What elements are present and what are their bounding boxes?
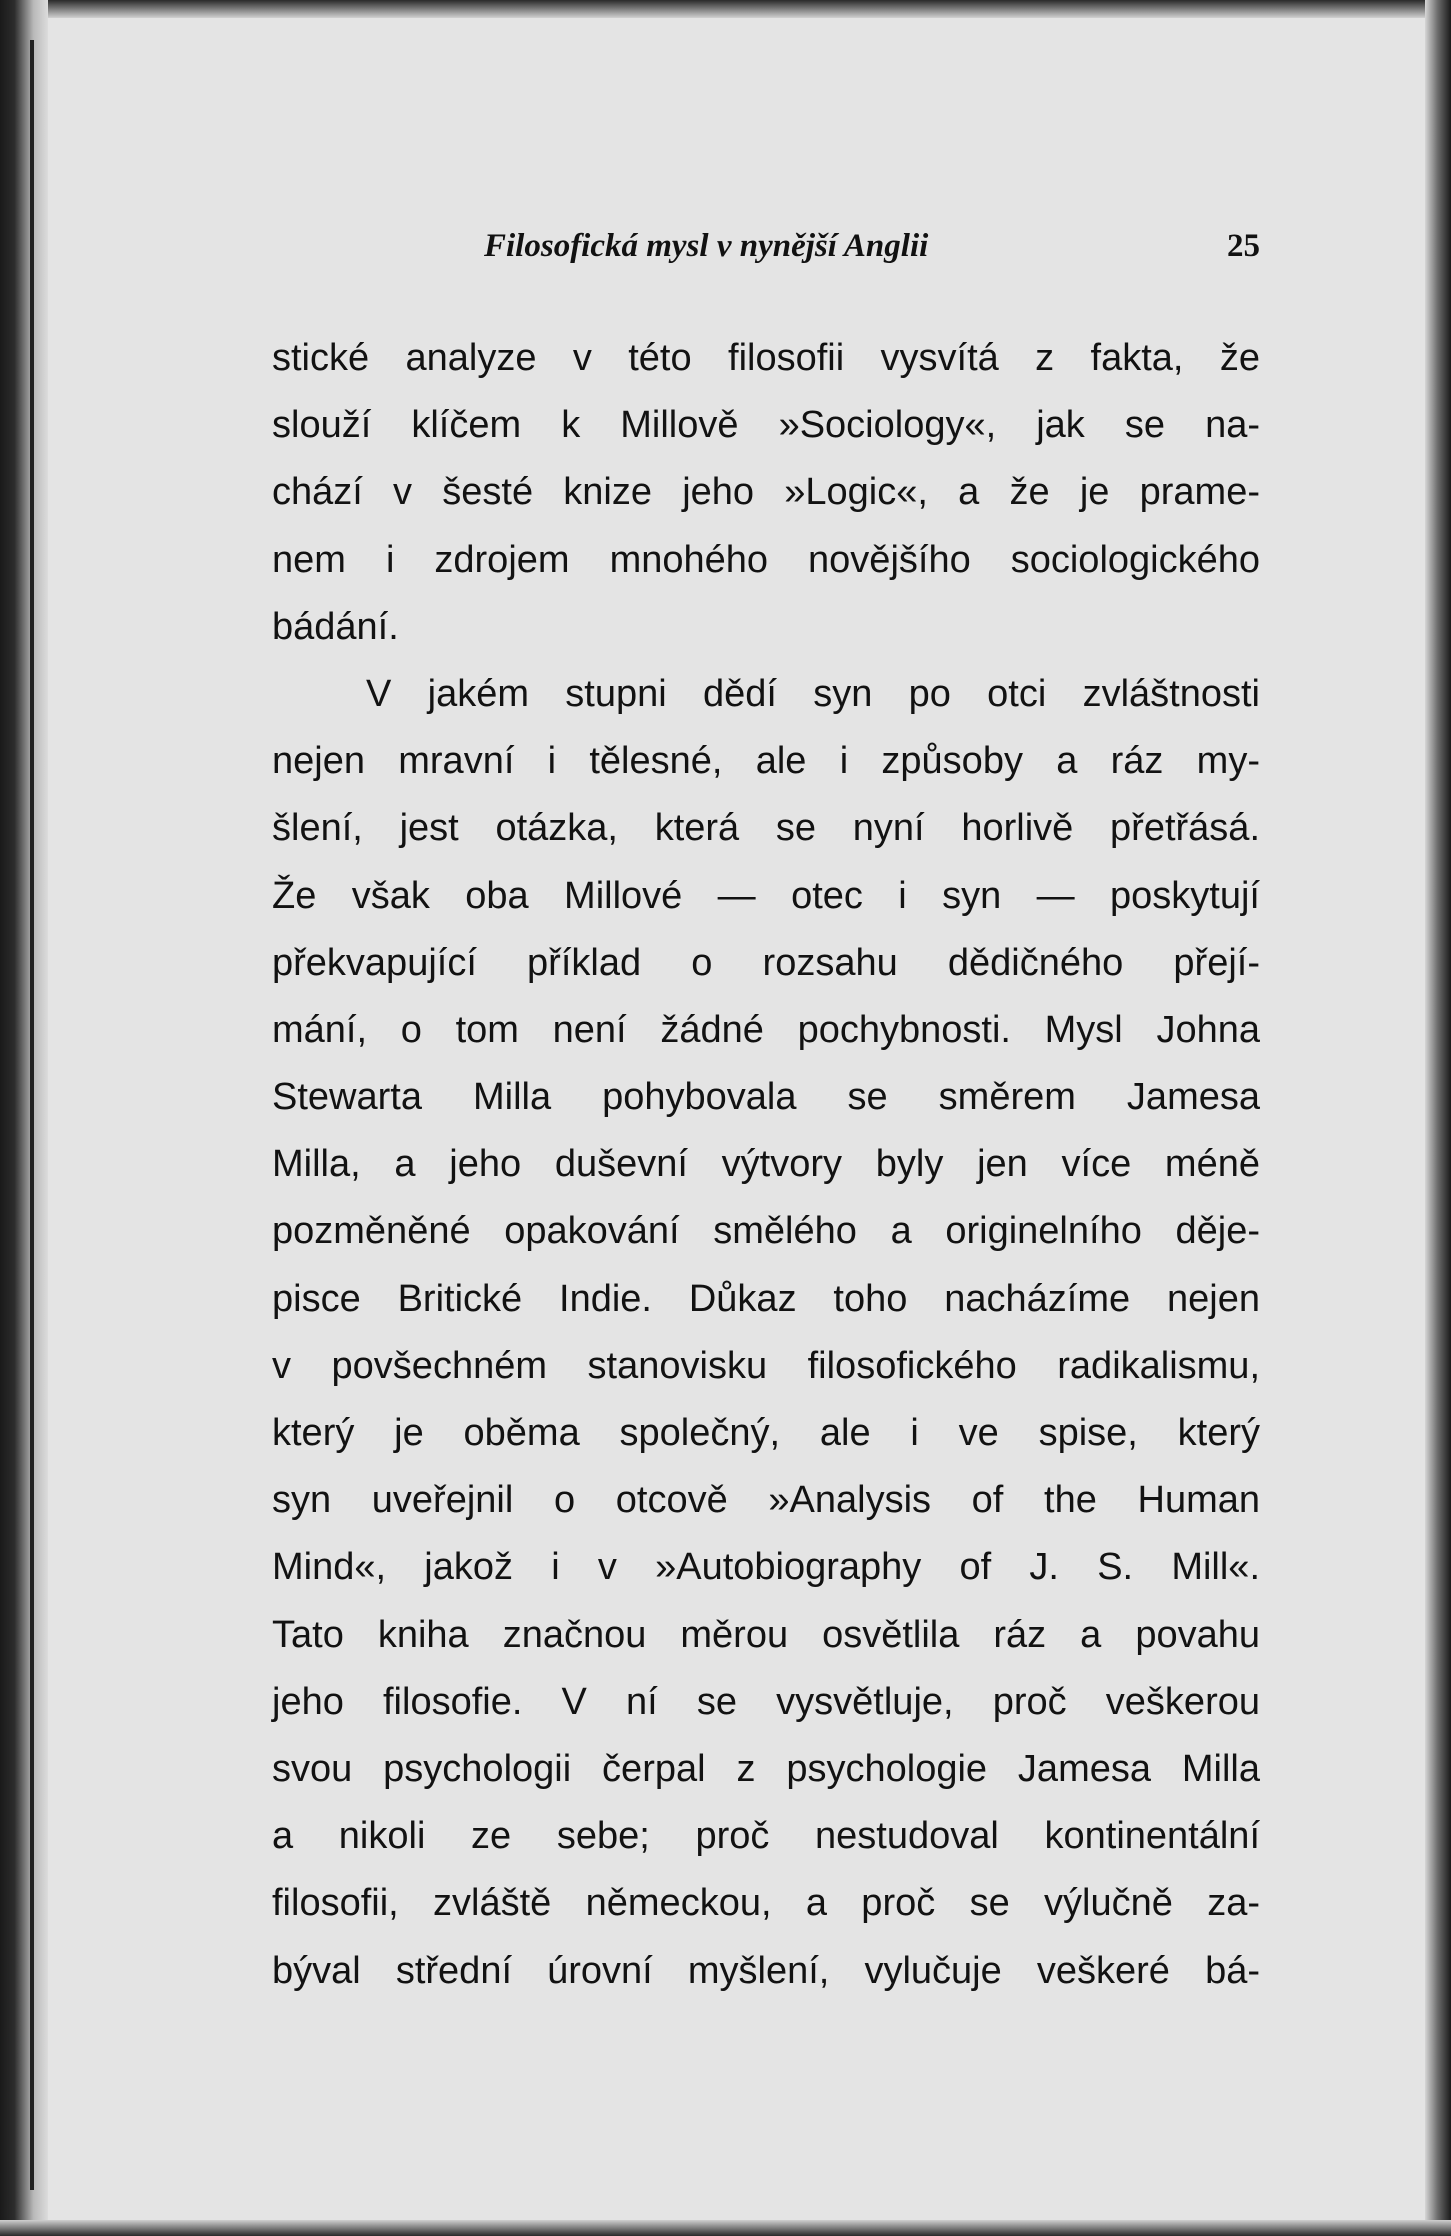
text-line: býval střední úrovní myšlení, vylučuje veškeré bá- — [272, 1949, 1260, 1992]
page-top-shadow — [0, 0, 1451, 18]
text-line: Že však oba Millové — otec i syn — poskytují — [272, 874, 1260, 917]
text-line: Tato kniha značnou měrou osvětlila ráz a povahu — [272, 1613, 1260, 1656]
text-line: a nikoli ze sebe; proč nestudoval kontinentální — [272, 1815, 1260, 1858]
binding-line — [30, 40, 34, 2190]
text-line: chází v šesté knize jeho »Logic«, a že je prame- — [272, 471, 1260, 514]
text-line: filosofii, zvláště německou, a proč se výlučně za- — [272, 1882, 1260, 1925]
page-bottom-shadow — [0, 2220, 1451, 2236]
text-line: šlení, jest otázka, která se nyní horlivě přetřásá. — [272, 807, 1260, 850]
text-line: mání, o tom není žádné pochybnosti. Mysl Johna — [272, 1008, 1260, 1051]
binding-shadow — [0, 0, 48, 2236]
text-line: V jakém stupni dědí syn po otci zvláštnosti — [366, 672, 1260, 715]
text-line: bádání. — [272, 605, 399, 648]
text-line: Stewarta Milla pohybovala se směrem Jamesa — [272, 1076, 1260, 1119]
running-title: Filosofická mysl v nynější Anglii — [484, 228, 929, 264]
text-line: nejen mravní i tělesné, ale i způsoby a ráz my- — [272, 740, 1260, 783]
text-line: slouží klíčem k Millově »Sociology«, jak se na- — [272, 404, 1260, 447]
text-line: překvapující příklad o rozsahu dědičného přejí- — [272, 941, 1260, 984]
page-number: 25 — [1227, 228, 1260, 264]
page-header — [272, 228, 1260, 284]
page-right-shadow — [1425, 0, 1451, 2236]
text-line: pozměněné opakování smělého a originelního děje- — [272, 1210, 1260, 1253]
text-line: Milla, a jeho duševní výtvory byly jen více méně — [272, 1143, 1260, 1186]
text-line: jeho filosofie. V ní se vysvětluje, proč veškerou — [272, 1680, 1260, 1723]
text-line: syn uveřejnil o otcově »Analysis of the Human — [272, 1479, 1260, 1522]
text-line: stické analyze v této filosofii vysvítá z fakta, že — [272, 337, 1260, 379]
text-line: svou psychologii čerpal z psychologie Jamesa Milla — [272, 1747, 1260, 1790]
text-line: Mind«, jakož i v »Autobiography of J. S. Mill«. — [272, 1546, 1260, 1589]
text-line: v povšechném stanovisku filosofického radikalismu, — [272, 1344, 1260, 1387]
text-line: nem i zdrojem mnohého novějšího sociologického — [272, 538, 1260, 581]
text-line: pisce Britické Indie. Důkaz toho nacházíme nejen — [272, 1277, 1260, 1320]
text-line: který je oběma společný, ale i ve spise, který — [272, 1412, 1260, 1454]
body-text — [272, 325, 1260, 2005]
